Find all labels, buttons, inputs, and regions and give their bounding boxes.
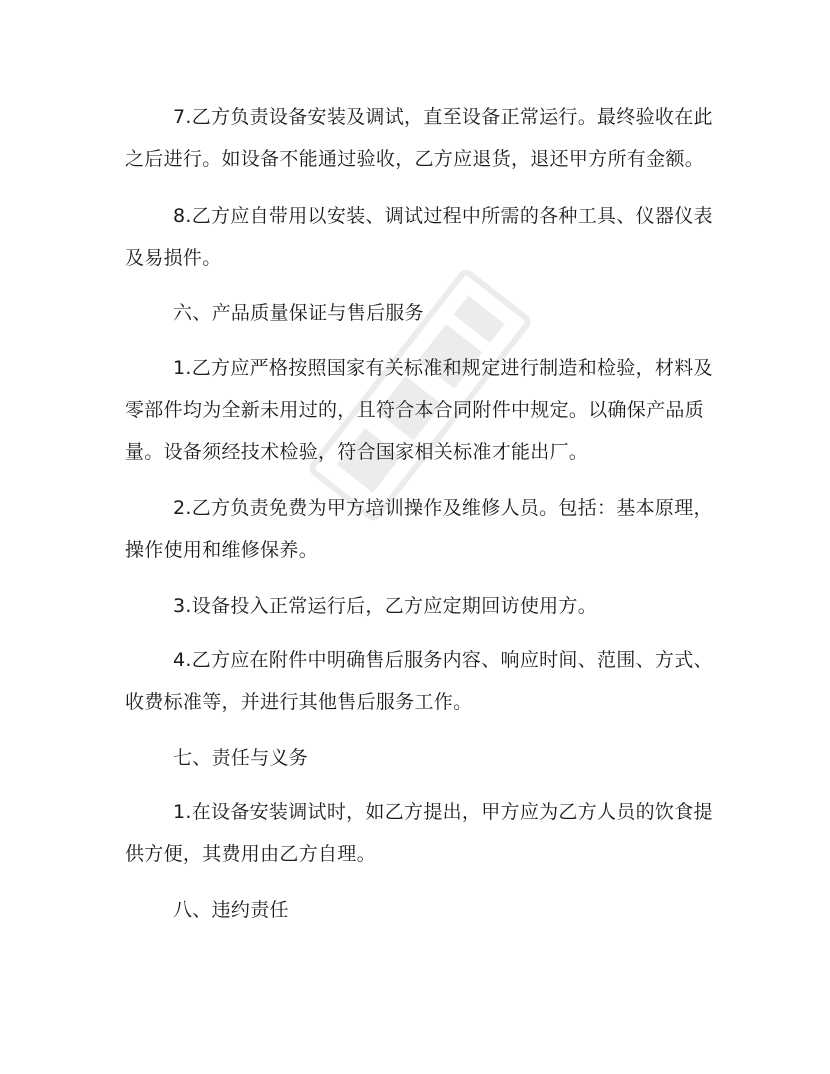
section-7-heading: 七、责任与义务	[173, 747, 309, 769]
clause-5-7-line-2: 之后进行。如设备不能通过验收，乙方应退货，退还甲方所有金额。	[125, 148, 705, 170]
clause-6-4	[125, 639, 715, 723]
section-8-heading: 八、违约责任	[173, 899, 289, 921]
clause-6-1-line-3: 量。设备须经技术检验，符合国家相关标准才能出厂。	[125, 441, 589, 463]
clause-6-2-line-1: 2.乙方负责免费为甲方培训操作及维修人员。包括：基本原理，	[173, 497, 713, 519]
clause-6-3	[125, 585, 715, 627]
clause-5-7-line-1: 7.乙方负责设备安装及调试，直至设备正常运行。最终验收在此	[173, 106, 713, 128]
clause-5-8	[125, 195, 715, 279]
clause-5-8-line-2: 及易损件。	[125, 247, 222, 269]
clause-6-1-line-2: 零部件均为全新未用过的，且符合本合同附件中规定。以确保产品质	[125, 399, 705, 421]
clause-7-1-line-1: 1.在设备安装调试时，如乙方提出，甲方应为乙方人员的饮食提	[173, 801, 713, 823]
clause-6-2	[125, 487, 715, 571]
clause-5-7	[125, 96, 715, 180]
section-6-heading: 六、产品质量保证与售后服务	[173, 302, 424, 324]
clause-6-4-line-2: 收费标准等，并进行其他售后服务工作。	[125, 691, 473, 713]
clause-7-1	[125, 791, 715, 875]
clause-6-1	[125, 347, 715, 473]
clause-6-1-line-1: 1.乙方应严格按照国家有关标准和规定进行制造和检验，材料及	[173, 357, 713, 379]
clause-6-4-line-1: 4.乙方应在附件中明确售后服务内容、响应时间、范围、方式、	[173, 649, 713, 671]
clause-5-8-line-1: 8.乙方应自带用以安装、调试过程中所需的各种工具、仪器仪表	[173, 205, 713, 227]
clause-7-1-line-2: 供方便，其费用由乙方自理。	[125, 843, 376, 865]
clause-6-2-line-2: 操作使用和维修保养。	[125, 539, 319, 561]
clause-6-3-line-1: 3.设备投入正常运行后，乙方应定期回访使用方。	[173, 595, 598, 617]
